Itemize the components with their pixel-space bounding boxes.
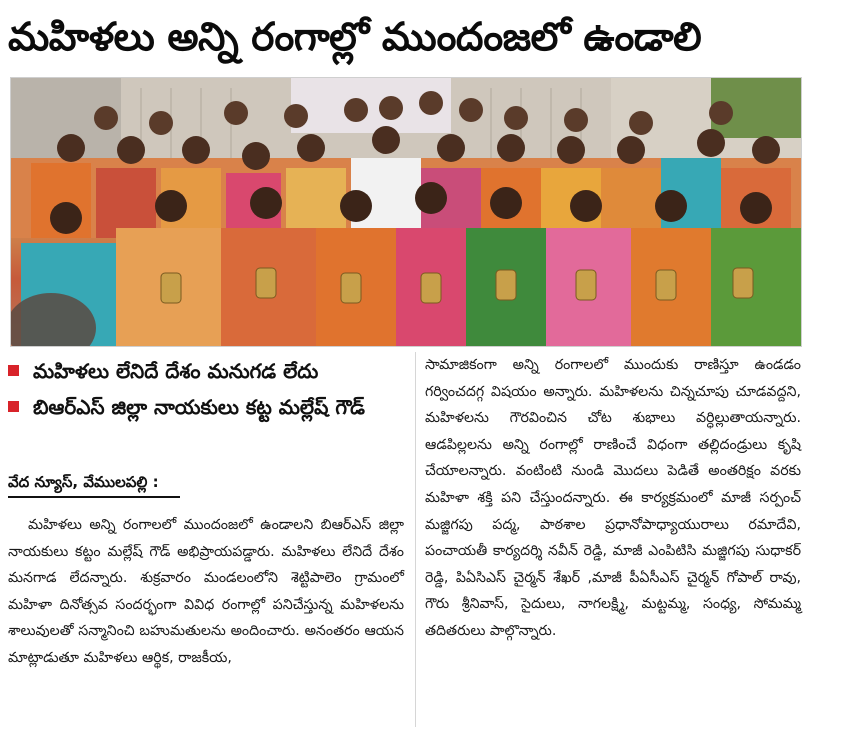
red-square-bullet-icon bbox=[8, 365, 19, 376]
highlight-text: మహిళలు లేనిదే దేశం మనుగడ లేదు bbox=[33, 359, 319, 383]
highlight-item bbox=[8, 392, 408, 422]
highlight-item bbox=[8, 356, 408, 386]
article-column-left bbox=[8, 512, 404, 671]
highlights bbox=[8, 356, 408, 428]
red-square-bullet-icon bbox=[8, 401, 19, 412]
article-paragraph: మహిళలు అన్ని రంగాలలో ముందంజలో ఉండాలని బిఆర్ఎస్ జిల్లా నాయకులు కట్టం మల్లేష్ గౌడ్ అభిప్రాయపడ్డారు. మహిళలు లేనిదే దేశం మనగాడ లేదన్నారు. శుక్రవారం మండలంలోని శెట్టిపాలెం గ్రామంలో మహిళా దినోత్సవ సందర్భంగా వివిధ రంగాల్లో పనిచేస్తున్న మహిళలను శాలువులతో సన్మానించి బహుమతులను అందించారు. అనంతరం ఆయన మాట్లాడుతూ మహిళలు ఆర్థిక, రాజకీయ, bbox=[8, 517, 404, 666]
news-photo bbox=[10, 77, 802, 347]
group-photo-illustration bbox=[11, 78, 802, 347]
column-divider bbox=[415, 352, 416, 727]
article-column-right bbox=[425, 352, 801, 645]
dateline: వేద న్యూస్, వేములపల్లి : bbox=[8, 470, 180, 498]
headline: మహిళలు అన్ని రంగాల్లో ముందంజలో ఉండాలి bbox=[8, 15, 702, 60]
article-paragraph: సామాజికంగా అన్ని రంగాలలో ముందుకు రాణిస్తూ ఉండడం గర్వించదగ్గ విషయం అన్నారు. మహిళలను చిన్నచూపు చూడవద్దని, మహిళలను గౌరవించిన చోట శుభాలు వర్ధిల్లుతాయన్నారు. ఆడపిల్లలను అన్ని రంగాల్లో రాణించే విధంగా తల్లిదండ్రులు కృషి చేయాలన్నారు. వంటింటి నుండి మొదలు పెడితే అంతరిక్షం వరకు మహిళా శక్తి పని చేస్తుందన్నారు. ఈ కార్యక్రమంలో మాజీ సర్పంచ్ మజ్జిగపు పద్మ, పాఠశాల ప్రధానోపాధ్యాయురాలు రమాదేవి, పంచాయతీ కార్యదర్శి నవీన్ రెడ్డి, మాజీ ఎంపిటిసి మజ్జిగపు సుధాకర్ రెడ్డి, పిఏసిఎస్ చైర్మన్ శేఖర్ ,మాజీ పీఏసీఎస్ చైర్మన్ గోపాల్ రావు, గౌరు శ్రీనివాస్, సైదులు, నాగలక్ష్మి, మట్టమ్మ, సంధ్య, సోమమ్మ తదితరులు పాల్గొన్నారు. bbox=[425, 357, 801, 639]
highlight-text: బిఆర్ఎస్ జిల్లా నాయకులు కట్ట మల్లేష్ గౌడ్ bbox=[33, 395, 365, 419]
